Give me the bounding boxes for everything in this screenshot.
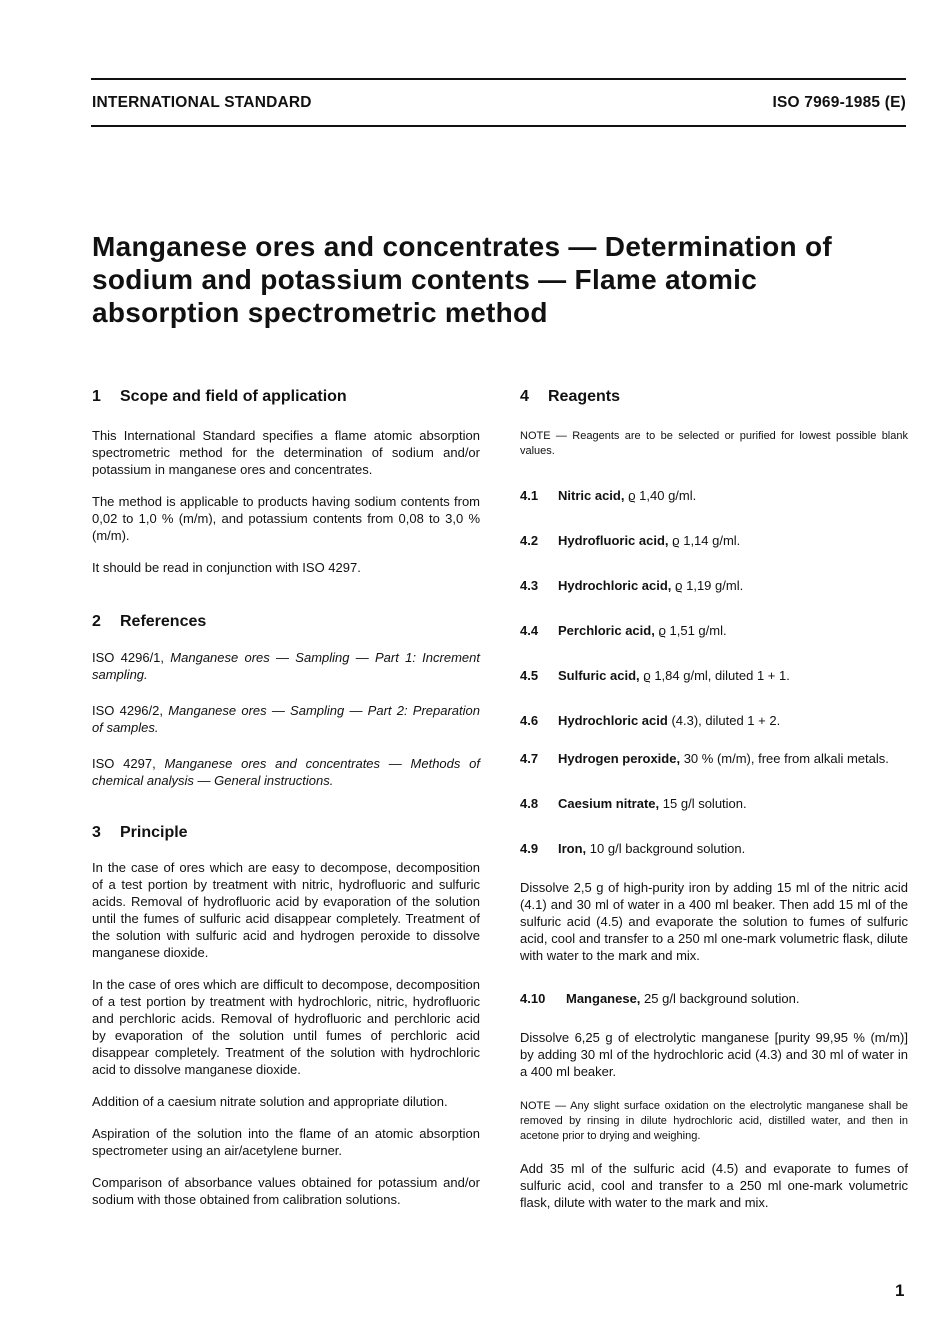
title-line-1: Manganese ores and concentrates — Determination of — [92, 231, 833, 262]
reagent-item — [520, 712, 908, 729]
reference-item — [92, 702, 480, 736]
reagent-item — [520, 795, 908, 812]
header-bottom-rule — [91, 125, 906, 127]
reagent-text — [558, 532, 740, 549]
reagent-number: 4.6 — [520, 713, 539, 728]
reagent-item — [520, 840, 908, 857]
reagent-name: Hydrofluoric acid, — [558, 533, 669, 548]
section-1-heading — [92, 388, 480, 406]
header-top-rule — [91, 78, 906, 80]
header-document-number: ISO 7969-1985 (E) — [772, 94, 906, 111]
reagent-number: 4.1 — [520, 488, 539, 503]
manganese-solution-procedure: Dissolve 6,25 g of electrolytic manganese [purity 99,95 % (m/m)] by adding 30 ml of the hydrochloric acid (4.3) and 30 ml of water in a 400 ml beaker. — [520, 1030, 908, 1079]
reagent-spec: ϱ 1,14 g/ml. — [672, 533, 741, 548]
reagents-note: NOTE — Reagents are to be selected or purified for lowest possible blank values. — [520, 430, 908, 457]
reagent-number: 4.5 — [520, 668, 539, 683]
principle-paragraph-1: In the case of ores which are easy to decompose, decomposition of a test portion by treatment with nitric, hydrofluoric and sulfuric acids. Removal of hydrofluoric acid by evaporation of the solution until the fumes of sulfuric acid disappear completely. Treatment of the solution with sulfuric acid and hydrogen peroxide to dissolve manganese dioxide. — [92, 860, 480, 960]
reagent-name: Iron, — [558, 841, 587, 856]
reagent-spec: 10 g/l background solution. — [589, 841, 746, 856]
section-number: 4 — [520, 388, 529, 405]
principle-paragraph-4: Aspiration of the solution into the flame of an atomic absorption spectrometer using an air/acetylene burner. — [92, 1126, 480, 1158]
iron-solution-procedure: Dissolve 2,5 g of high-purity iron by adding 15 ml of the nitric acid (4.1) and 30 ml of water in a 400 ml beaker. Then add 15 ml of the sulfuric acid (4.5) and evaporate the solution to fumes of sulfuric acid, cool and transfer to a 250 ml one-mark volumetric flask, dilute with water to the mark and mix. — [520, 880, 908, 963]
reagent-number: 4.2 — [520, 533, 539, 548]
reagent-name: Hydrochloric acid — [558, 713, 668, 728]
reference-code: ISO 4297, — [92, 756, 156, 771]
section-4-heading — [520, 388, 908, 406]
reference-title: Manganese ores — Sampling — Part 2: Preparation of samples. — [92, 703, 480, 735]
reagent-spec: ϱ 1,40 g/ml. — [628, 488, 697, 503]
reagent-text — [558, 712, 780, 729]
reagent-item — [520, 532, 908, 549]
section-number: 1 — [92, 388, 101, 405]
reagent-number: 4.3 — [520, 578, 539, 593]
reagent-number: 4.10 — [520, 991, 546, 1006]
right-column — [520, 388, 908, 1211]
section-title: References — [120, 613, 207, 630]
reference-title: Manganese ores and concentrates — Methods of chemical analysis — General instructions. — [92, 756, 480, 788]
page-number: 1 — [895, 1281, 905, 1300]
reference-code: ISO 4296/1, — [92, 650, 165, 665]
reagent-name: Manganese, — [566, 991, 641, 1006]
reagent-number: 4.7 — [520, 751, 539, 766]
reagent-list — [520, 487, 908, 729]
manganese-note: NOTE — Any slight surface oxidation on the electrolytic manganese shall be removed by rinsing in dilute hydrochloric acid, distilled water, and then in acetone prior to drying and weighing. — [520, 1100, 908, 1142]
section-2-heading — [92, 613, 480, 631]
principle-paragraph-5: Comparison of absorbance values obtained for potassium and/or sodium with those obtained from calibration solutions. — [92, 1175, 480, 1207]
reagent-number: 4.9 — [520, 841, 539, 856]
principle-paragraph-3: Addition of a caesium nitrate solution and appropriate dilution. — [92, 1094, 448, 1109]
reagent-text — [558, 487, 696, 504]
reagent-name: Hydrogen peroxide, — [558, 751, 681, 766]
reference-item — [92, 755, 480, 789]
reagent-number: 4.4 — [520, 623, 539, 638]
reagent-item — [520, 990, 908, 1007]
reagent-text — [558, 667, 790, 684]
reagent-spec: (4.3), diluted 1 + 2. — [671, 713, 781, 728]
reagent-text — [558, 622, 727, 639]
reference-title: Manganese ores — Sampling — Part 1: Increment sampling. — [92, 650, 480, 682]
reagent-spec: ϱ 1,51 g/ml. — [658, 623, 727, 638]
section-title: Scope and field of application — [120, 388, 347, 405]
principle-paragraph-2: In the case of ores which are difficult to decompose, decomposition of a test portion by treatment with hydrochloric, nitric, hydrofluoric and perchloric acids. Removal of hydrofluoric and perchloric acid by evaporation of the solution until fumes of perchloric acid disappear completely. Treatment of the solution with hydrochloric acid to dissolve manganese dioxide. — [92, 977, 480, 1077]
title-line-3: absorption spectrometric method — [92, 297, 548, 328]
reagent-item — [520, 667, 908, 684]
section-title: Principle — [120, 824, 188, 841]
reagent-spec: ϱ 1,19 g/ml. — [675, 578, 744, 593]
reagent-item — [520, 487, 908, 504]
reagent-spec: 30 % (m/m), free from alkali metals. — [683, 751, 889, 766]
manganese-final-step: Add 35 ml of the sulfuric acid (4.5) and evaporate to fumes of sulfuric acid, cool and transfer to a 250 ml one-mark volumetric flask, dilute with water to the mark and mix. — [520, 1161, 908, 1210]
document-title — [92, 230, 892, 329]
section-title: Reagents — [548, 388, 621, 405]
reagent-item — [520, 750, 908, 767]
reference-code: ISO 4296/2, — [92, 703, 163, 718]
title-line-2: sodium and potassium contents — Flame atomic — [92, 264, 758, 295]
reagent-spec: ϱ 1,84 g/ml, diluted 1 + 1. — [643, 668, 790, 683]
scope-paragraph-3: It should be read in conjunction with ISO 4297. — [92, 560, 361, 575]
reference-item — [92, 649, 480, 683]
header-standard-label: INTERNATIONAL STANDARD — [92, 94, 312, 111]
reagent-text — [558, 577, 743, 594]
section-3-heading — [92, 824, 480, 842]
scope-paragraph-2: The method is applicable to products having sodium contents from 0,02 to 1,0 % (m/m), and potassium contents from 0,08 to 3,0 % (m/m). — [92, 494, 480, 543]
reagent-number: 4.8 — [520, 796, 539, 811]
reagent-spec: 15 g/l solution. — [662, 796, 747, 811]
scope-paragraph-1: This International Standard specifies a flame atomic absorption spectrometric method for the determination of sodium and/or potassium in manganese ores and concentrates. — [92, 428, 480, 477]
reagent-spec: 25 g/l background solution. — [644, 991, 800, 1006]
reagent-item — [520, 577, 908, 594]
reagent-name: Perchloric acid, — [558, 623, 655, 638]
left-column — [92, 388, 480, 1208]
section-number: 3 — [92, 824, 101, 841]
section-number: 2 — [92, 613, 101, 630]
reagent-name: Hydrochloric acid, — [558, 578, 672, 593]
reagent-name: Nitric acid, — [558, 488, 625, 503]
reagent-item — [520, 622, 908, 639]
reagent-name: Caesium nitrate, — [558, 796, 660, 811]
reagent-name: Sulfuric acid, — [558, 668, 640, 683]
